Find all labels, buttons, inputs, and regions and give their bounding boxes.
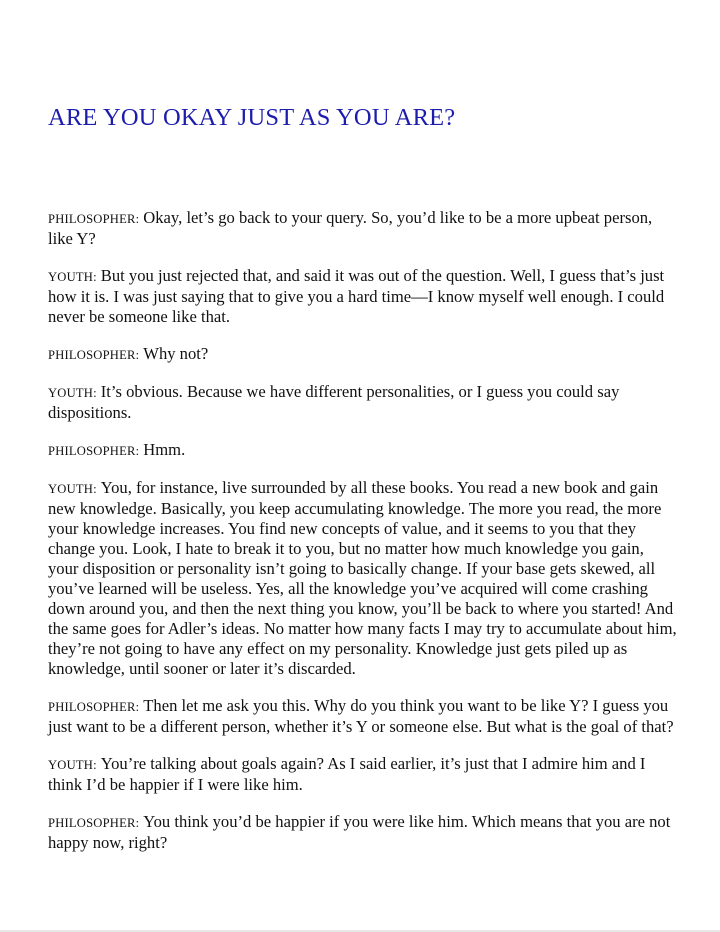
dialogue-paragraph [48, 382, 678, 423]
dialogue-text: Then let me ask you this. Why do you think you want to be like Y? I guess you just want to be a different person, whether it’s Y or someone else. But what is the goal of that? [48, 696, 674, 736]
dialogue-text: You, for instance, live surrounded by all these books. You read a new book and gain new knowledge. Basically, you keep accumulating knowledge. The more you read, the more your knowledge increases. You find new concepts of value, and it seems to you that they change you. Look, I hate to break it to you, but no matter how much knowledge you gain, your disposition or personality isn’t going to basically change. If your base gets skewed, all you’ve learned will be useless. Yes, all the knowledge you’ve acquired will come crashing down around you, and then the next thing you know, you’ll be back to where you started! And the same goes for Adler’s ideas. No matter how many facts I may try to accumulate about him, they’re not going to have any effect on my personality. Knowledge just gets piled up as knowledge, until sooner or later it’s discarded. [48, 478, 677, 678]
dialogue-paragraph [48, 812, 678, 853]
dialogue-paragraph [48, 266, 678, 327]
dialogue-text: Why not? [143, 344, 209, 363]
dialogue-text: Okay, let’s go back to your query. So, you’d like to be a more upbeat person, like Y? [48, 208, 653, 248]
speaker-label: PHILOSOPHER: [48, 816, 140, 830]
dialogue-paragraph [48, 478, 678, 679]
speaker-label: YOUTH: [48, 386, 97, 400]
dialogue-paragraph [48, 344, 678, 365]
dialogue-text: You think you’d be happier if you were like him. Which means that you are not happy now, right? [48, 812, 671, 852]
speaker-label: YOUTH: [48, 270, 97, 284]
dialogue-text: You’re talking about goals again? As I said earlier, it’s just that I admire him and I think I’d be happier if I were like him. [48, 754, 646, 794]
speaker-label: PHILOSOPHER: [48, 348, 140, 362]
dialogue-paragraph [48, 754, 678, 795]
dialogue-paragraph [48, 696, 678, 737]
dialogue-text: Hmm. [143, 440, 186, 459]
dialogue-paragraph [48, 440, 678, 461]
dialogue-text: It’s obvious. Because we have different personalities, or I guess you could say dispositions. [48, 382, 620, 422]
dialogue-body [48, 208, 678, 870]
speaker-label: YOUTH: [48, 758, 97, 772]
dialogue-text: But you just rejected that, and said it was out of the question. Well, I guess that’s just how it is. I was just saying that to give you a hard time—I know myself well enough. I could never be someone like that. [48, 266, 665, 326]
speaker-label: YOUTH: [48, 482, 97, 496]
speaker-label: PHILOSOPHER: [48, 700, 140, 714]
speaker-label: PHILOSOPHER: [48, 444, 140, 458]
chapter-title: ARE YOU OKAY JUST AS YOU ARE? [48, 104, 456, 131]
speaker-label: PHILOSOPHER: [48, 212, 140, 226]
dialogue-paragraph [48, 208, 678, 249]
